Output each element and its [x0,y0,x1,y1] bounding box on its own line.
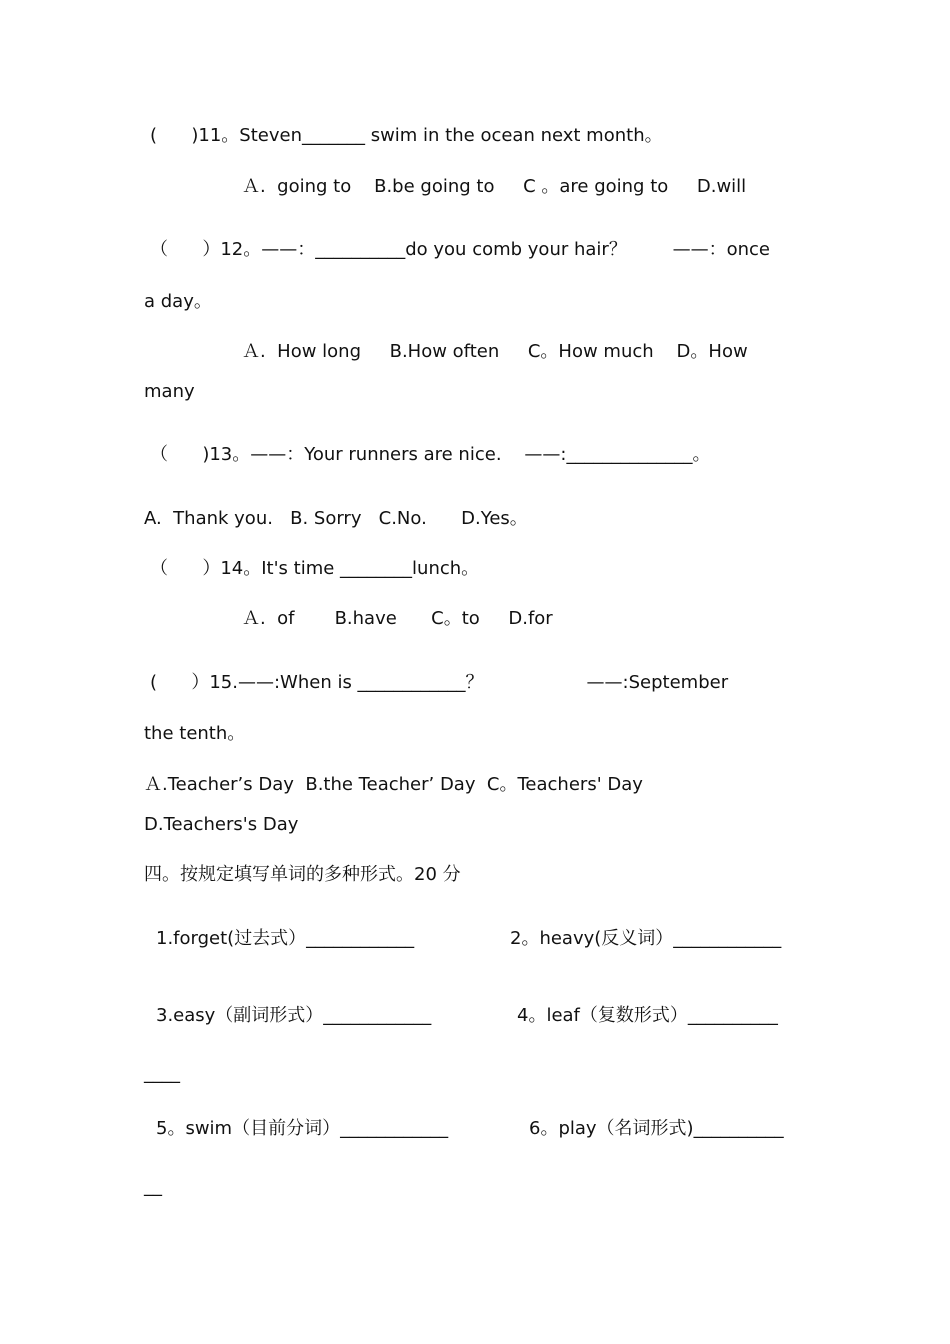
word-form-item-2: 2。heavy(反义词）____________ [510,928,782,949]
word-form-item-5: 5。swim（目前分词）____________ [156,1118,449,1139]
question-13-options: A. Thank you. B. Sorry C.No. D.Yes。 [144,508,528,529]
question-15-options-continued: D.Teachers's Day [144,814,299,835]
question-12-stem: （ ）12。——：__________do you comb your hair？ ——：once [150,239,770,260]
word-form-item-6-blank-continued: __ [144,1176,162,1197]
question-12-options-continued: many [144,381,195,402]
word-form-item-4: 4。leaf（复数形式）__________ [517,1005,778,1026]
question-15-stem: ( ）15.——:When is ____________？ ——:September [150,672,729,693]
question-13-stem: （ )13。——：Your runners are nice. ——:______________。 [150,444,711,465]
question-14-options: Ａ. of B.have C。to D.for [242,608,553,629]
question-12-options: Ａ. How long B.How often C。How much D。How [242,341,748,362]
question-12-stem-continued: a day。 [144,291,212,312]
question-14-stem: （ ）14。It's time ________lunch。 [150,558,480,579]
word-form-item-1: 1.forget(过去式）____________ [156,928,415,949]
question-11-stem: ( )11。Steven_______ swim in the ocean next month。 [150,125,663,146]
question-15-stem-continued: the tenth。 [144,723,246,744]
question-15-options: Ａ.Teacher’s Day B.the Teacher’ Day C。Teachers' Day [144,774,643,795]
word-form-item-6: 6。play（名词形式)__________ [529,1118,784,1139]
section-4-heading: 四。按规定填写单词的多种形式。20 分 [144,864,461,885]
word-form-item-4-blank-continued: ____ [144,1063,180,1084]
question-11-options: Ａ. going to B.be going to C 。are going to D.will [242,176,747,197]
word-form-item-3: 3.easy（副词形式）____________ [156,1005,432,1026]
